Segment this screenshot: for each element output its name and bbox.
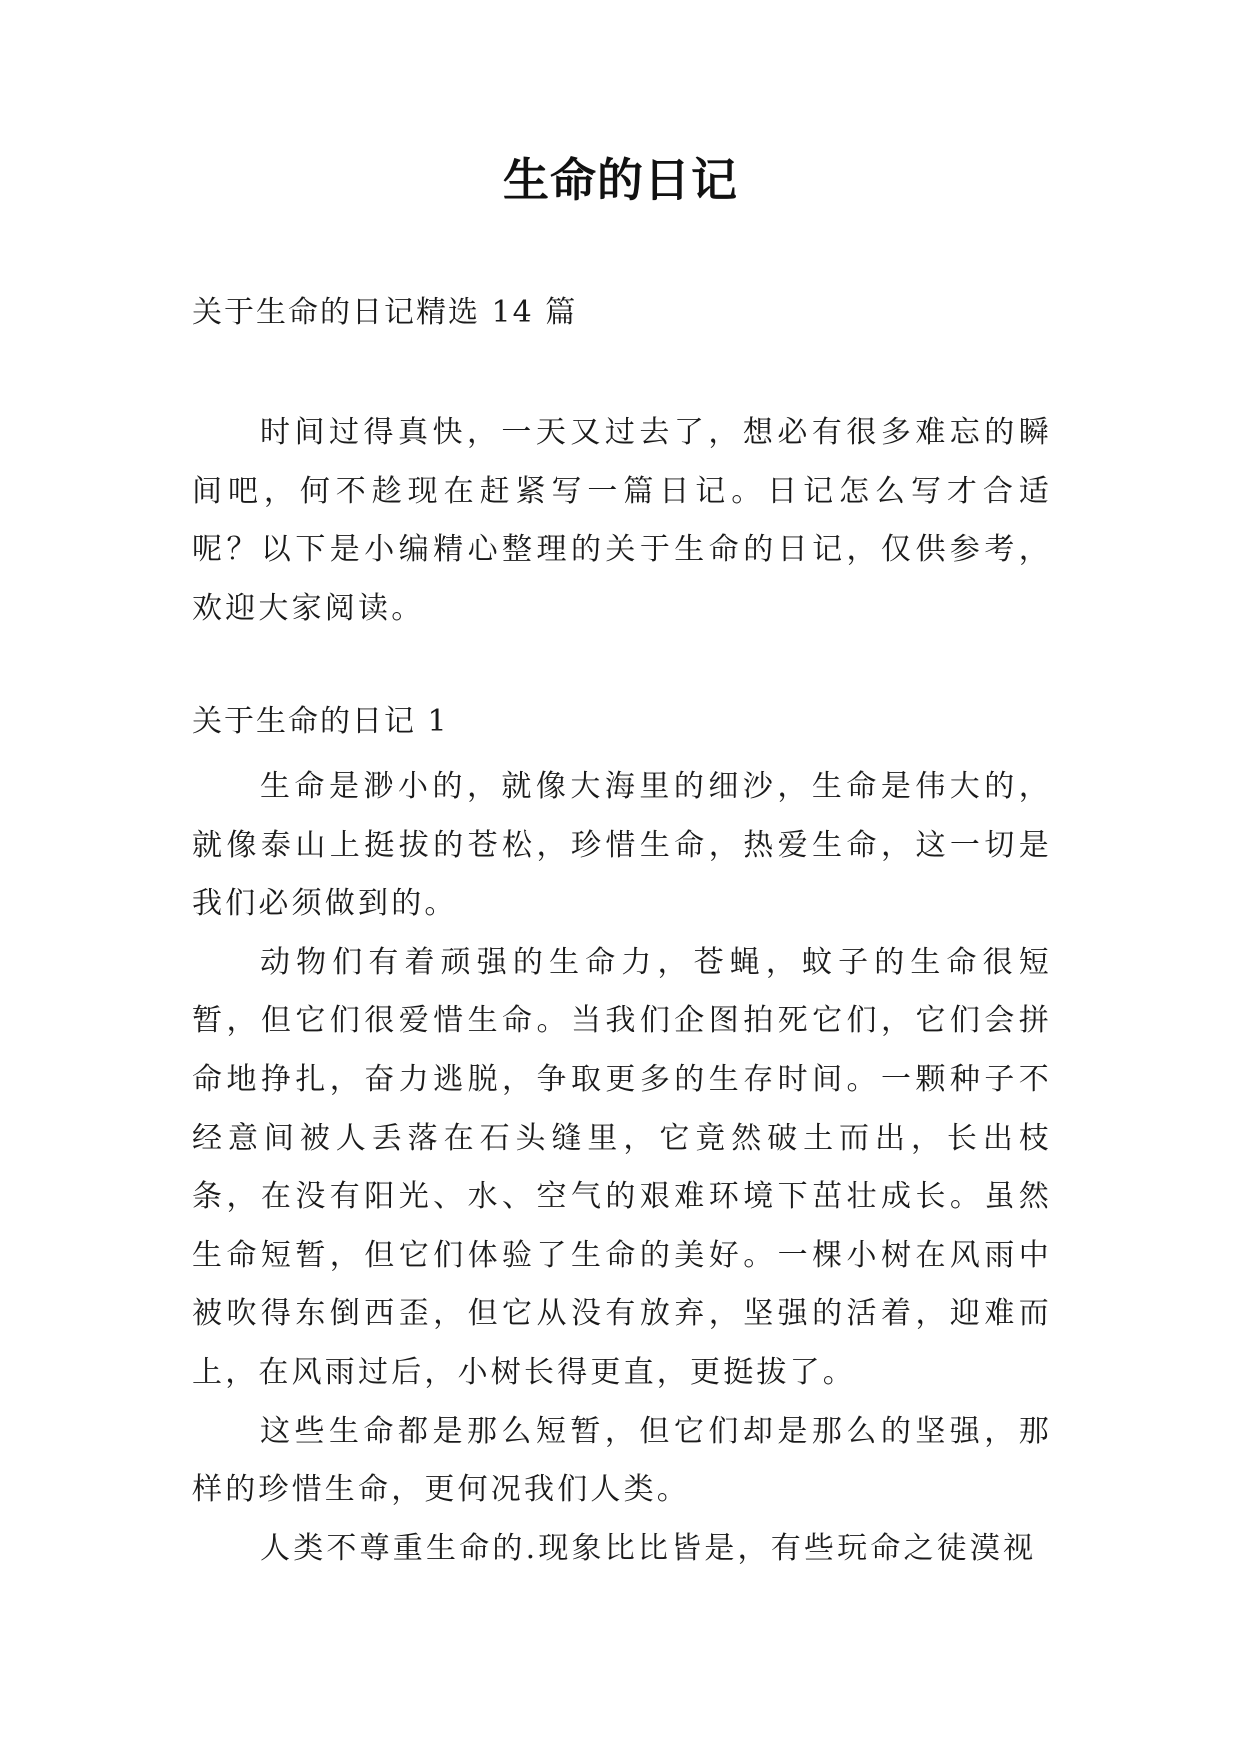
body-paragraph: 动物们有着顽强的生命力，苍蝇，蚊子的生命很短暂，但它们很爱惜生命。当我们企图拍死它们，它们会拼命地挣扎，奋力逃脱，争取更多的生存时间。一颗种子不经意间被人丢落在石头缝里，它竟然破土而出，长出枝条，在没有阳光、水、空气的艰难环境下茁壮成长。虽然生命短暂，但它们体验了生命的美好。一棵小树在风雨中被吹得东倒西歪，但它从没有放弃，坚强的活着，迎难而上，在风雨过后，小树长得更直，更挺拔了。: [192, 944, 1052, 1390]
body-paragraph: 人类不尊重生命的.现象比比皆是，有些玩命之徒漠视: [260, 1530, 1037, 1566]
body-paragraph: 生命是渺小的，就像大海里的细沙，生命是伟大的，就像泰山上挺拔的苍松，珍惜生命，热爱生命，这一切是我们必须做到的。: [192, 769, 1052, 922]
document-subtitle: 关于生命的日记精选 14 篇: [192, 295, 578, 330]
diary-section-1: [192, 700, 1052, 1578]
section-heading: 关于生命的日记 1: [192, 704, 449, 739]
body-paragraph: 这些生命都是那么短暂，但它们却是那么的坚强，那样的珍惜生命，更何况我们人类。: [192, 1413, 1052, 1508]
page-title: 生命的日记: [503, 153, 738, 207]
intro-paragraph: 时间过得真快，一天又过去了，想必有很多难忘的瞬间吧，何不趁现在赶紧写一篇日记。日记怎么写才合适呢？以下是小编精心整理的关于生命的日记，仅供参考，欢迎大家阅读。: [192, 415, 1052, 626]
